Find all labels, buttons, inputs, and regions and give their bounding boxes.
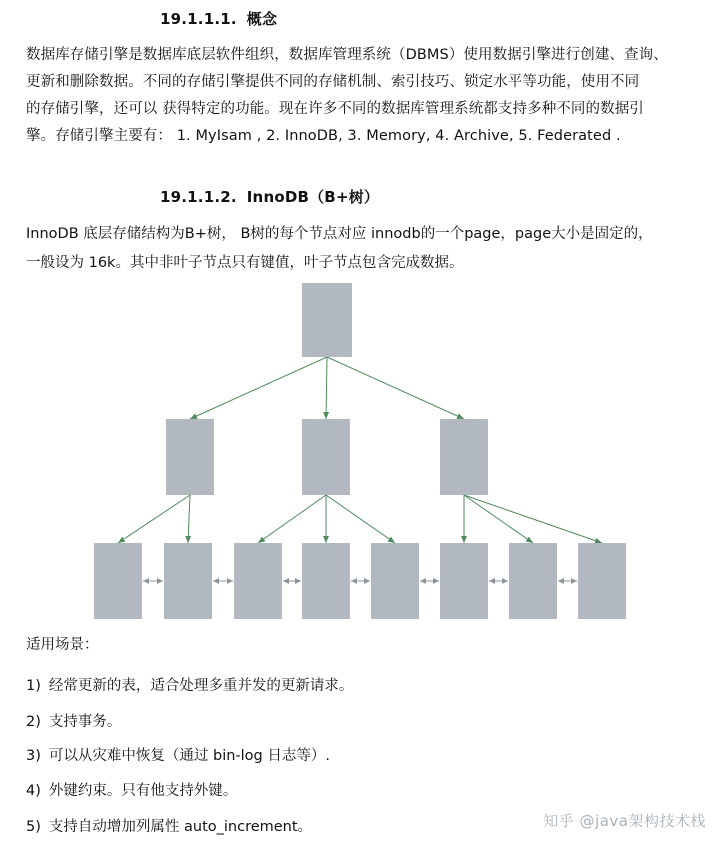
paragraph-line: 更新和删除数据。不同的存储引擎提供不同的存储机制、索引技巧、锁定水平等功能，使用不同 [26,74,640,90]
leaf-node [302,543,350,619]
section-number: 19.1.1.1. [160,10,237,28]
leaf-node [578,543,626,619]
leaf-node [440,543,488,619]
leaf-node [509,543,557,619]
paragraph-line: 一般设为 16k。其中非叶子节点只有键值，叶子节点包含完成数据。 [26,255,464,271]
usage-item-text: 经常更新的表，适合处理多重并发的更新请求。 [48,678,354,694]
usage-item-index: 3) [26,748,41,764]
usage-item [26,815,312,836]
usage-item-text: 可以从灾难中恢复（通过 bin-log 日志等）. [48,748,330,764]
leaf-node [94,543,142,619]
internal-node [440,419,488,495]
usage-item [26,779,237,800]
tree-edge [464,495,533,543]
tree-edge [464,495,602,543]
usage-item-index: 4) [26,783,41,799]
section-heading-concept [160,8,277,29]
usage-item-text: 支持事务。 [48,714,122,730]
section-number: 19.1.1.2. [160,188,237,206]
tree-edge [326,495,395,543]
usage-item [26,744,330,765]
section-title: 概念 [246,10,278,28]
paragraph-line: InnoDB 底层存储结构为B+树， B树的每个节点对应 innodb的一个page，page大小是固定的， [26,226,653,242]
tree-edge [188,495,190,543]
internal-node [302,419,350,495]
usage-item-index: 2) [26,714,41,730]
paragraph-line: 的存储引擎，还可以 获得特定的功能。现在许多不同的数据库管理系统都支持多种不同的数据引 [26,101,644,117]
leaf-node [234,543,282,619]
bplus-tree-diagram [0,275,720,635]
zhihu-watermark: 知乎 @java架构技术栈 [543,812,706,830]
usage-item-text: 支持自动增加列属性 auto_increment。 [48,819,313,835]
leaf-node [371,543,419,619]
paragraph-line: 擎。存储引擎主要有： 1. MyIsam , 2. InnoDB, 3. Memory, 4. Archive, 5. Federated . [26,128,621,144]
root-node [302,283,352,357]
usage-item [26,710,121,731]
usage-item [26,674,353,695]
innodb-paragraph [26,220,706,278]
tree-edge [118,495,190,543]
leaf-node [164,543,212,619]
tree-edge [327,357,464,419]
usage-item-index: 1) [26,678,41,694]
usage-title: 适用场景： [26,637,99,653]
paragraph-line: 数据库存储引擎是数据库底层软件组织，数据库管理系统（DBMS）使用数据引擎进行创建、查询、 [26,47,668,63]
internal-node [166,419,214,495]
tree-edge [258,495,326,543]
tree-edge [326,357,327,419]
section-title: InnoDB（B+树） [246,188,380,206]
section-heading-innodb [160,186,379,207]
concept-paragraph [26,42,706,150]
usage-item-index: 5) [26,819,41,835]
usage-item-text: 外键约束。只有他支持外键。 [48,783,238,799]
tree-edge [190,357,327,419]
